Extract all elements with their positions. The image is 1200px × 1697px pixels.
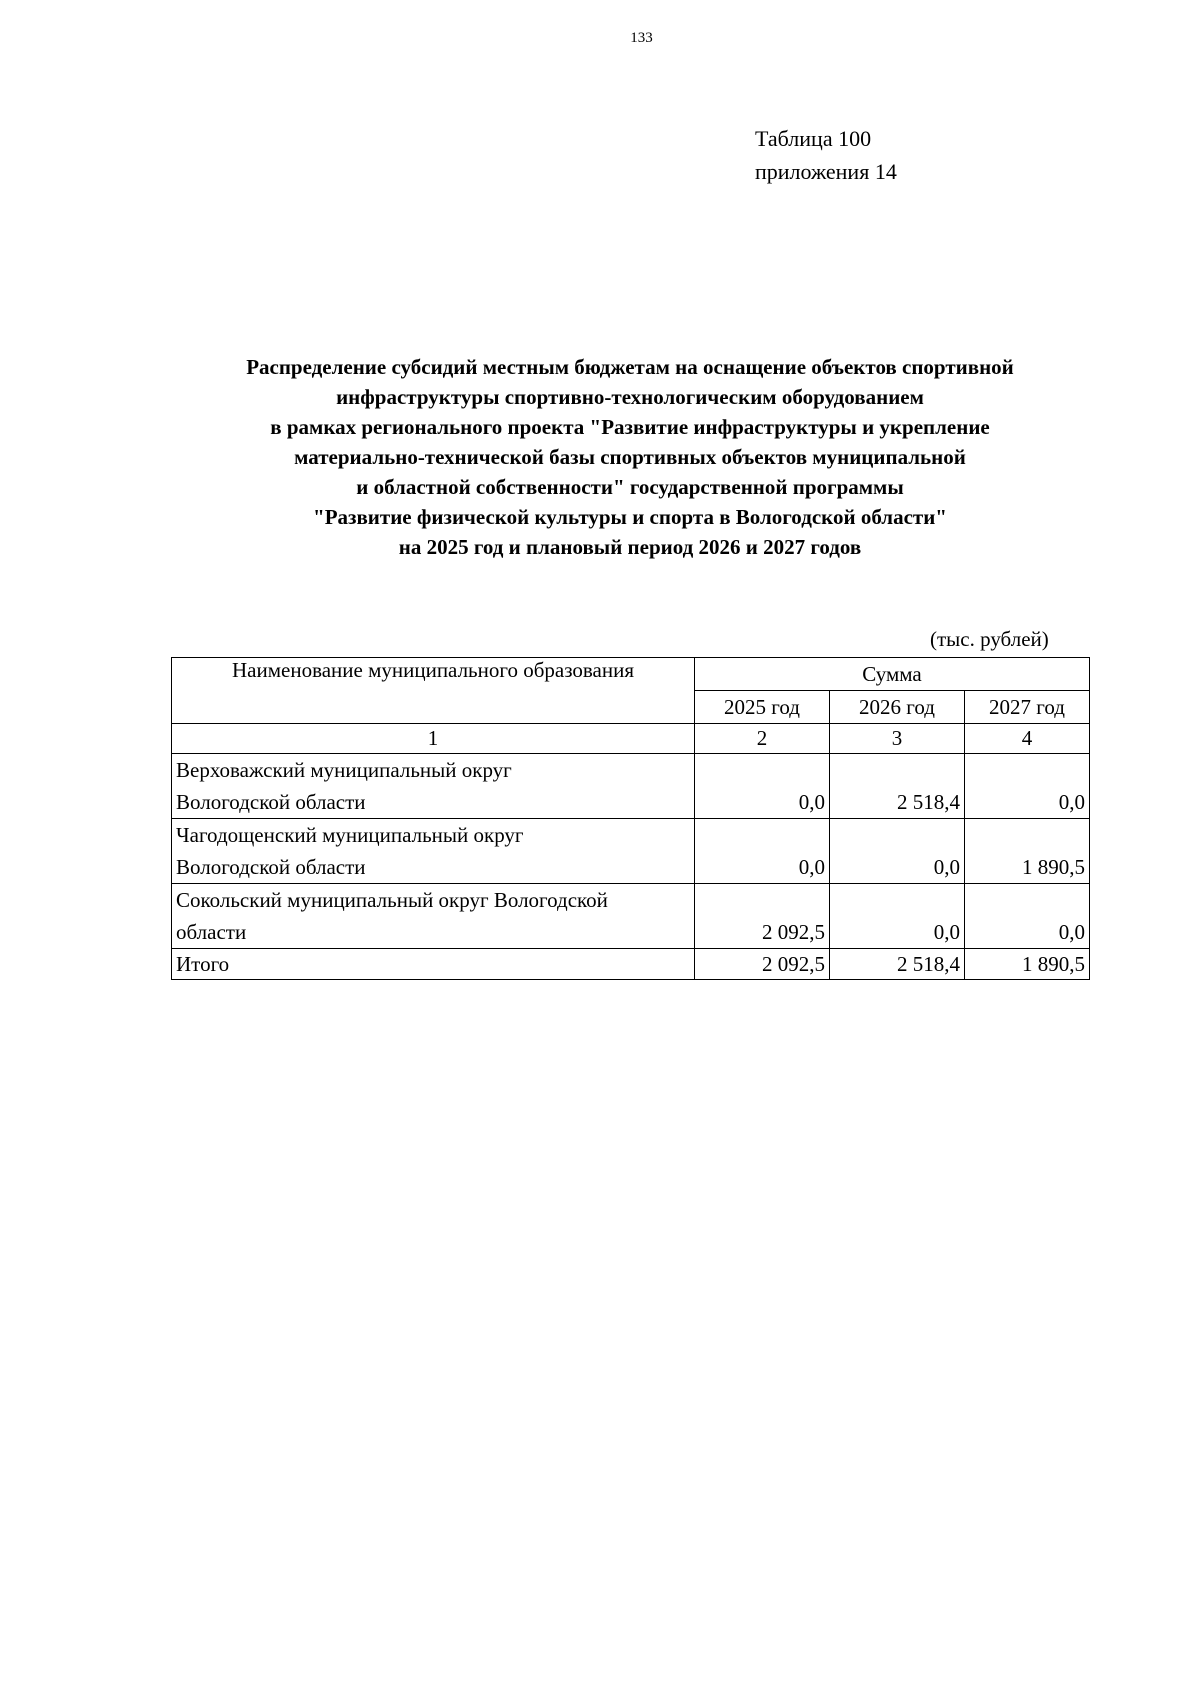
table-header-row — [172, 658, 1090, 691]
table-row — [172, 754, 1090, 819]
title-line: Распределение субсидий местным бюджетам на оснащение объектов спортивной — [246, 355, 1014, 379]
table-reference-line-2: приложения 14 — [755, 159, 897, 184]
header-year-2025: 2025 год — [695, 691, 830, 724]
table-reference — [755, 122, 897, 188]
header-sum: Сумма — [695, 658, 1090, 691]
table-reference-line-1: Таблица 100 — [755, 126, 872, 151]
document-title — [170, 352, 1090, 562]
title-line: инфраструктуры спортивно-технологическим оборудованием — [336, 385, 924, 409]
page-number: 133 — [630, 30, 653, 46]
municipality-name — [172, 754, 695, 819]
municipality-name-line: Вологодской области — [176, 855, 366, 879]
value-2027: 1 890,5 — [965, 819, 1090, 884]
column-index: 1 — [172, 724, 695, 754]
column-index: 3 — [830, 724, 965, 754]
municipality-name — [172, 819, 695, 884]
header-municipality: Наименование муниципального образования — [172, 658, 695, 724]
total-2027: 1 890,5 — [965, 949, 1090, 980]
column-index-row — [172, 724, 1090, 754]
title-line: "Развитие физической культуры и спорта в Вологодской области" — [313, 505, 947, 529]
table-row — [172, 884, 1090, 949]
title-line: на 2025 год и плановый период 2026 и 2027 годов — [398, 535, 862, 559]
value-2027: 0,0 — [965, 884, 1090, 949]
column-index: 2 — [695, 724, 830, 754]
header-year-2026: 2026 год — [830, 691, 965, 724]
value-2025: 0,0 — [695, 754, 830, 819]
municipality-name-line: Сокольский муниципальный округ Вологодской — [176, 888, 608, 912]
units-label: (тыс. рублей) — [930, 627, 1049, 651]
value-2026: 2 518,4 — [830, 754, 965, 819]
value-2027: 0,0 — [965, 754, 1090, 819]
title-line: материально-технической базы спортивных объектов муниципальной — [294, 445, 966, 469]
value-2026: 0,0 — [830, 884, 965, 949]
value-2026: 0,0 — [830, 819, 965, 884]
value-2025: 2 092,5 — [695, 884, 830, 949]
total-2025: 2 092,5 — [695, 949, 830, 980]
title-line: и областной собственности" государственной программы — [356, 475, 904, 499]
municipality-name — [172, 884, 695, 949]
subsidy-table — [171, 657, 1090, 980]
table-row — [172, 819, 1090, 884]
header-year-2027: 2027 год — [965, 691, 1090, 724]
municipality-name-line: Вологодской области — [176, 790, 366, 814]
total-label: Итого — [172, 949, 695, 980]
municipality-name-line: Верховажский муниципальный округ — [176, 758, 512, 782]
column-index: 4 — [965, 724, 1090, 754]
municipality-name-line: области — [176, 920, 247, 944]
total-2026: 2 518,4 — [830, 949, 965, 980]
municipality-name-line: Чагодощенский муниципальный округ — [176, 823, 524, 847]
value-2025: 0,0 — [695, 819, 830, 884]
title-line: в рамках регионального проекта "Развитие инфраструктуры и укрепление — [270, 415, 990, 439]
total-row — [172, 949, 1090, 980]
